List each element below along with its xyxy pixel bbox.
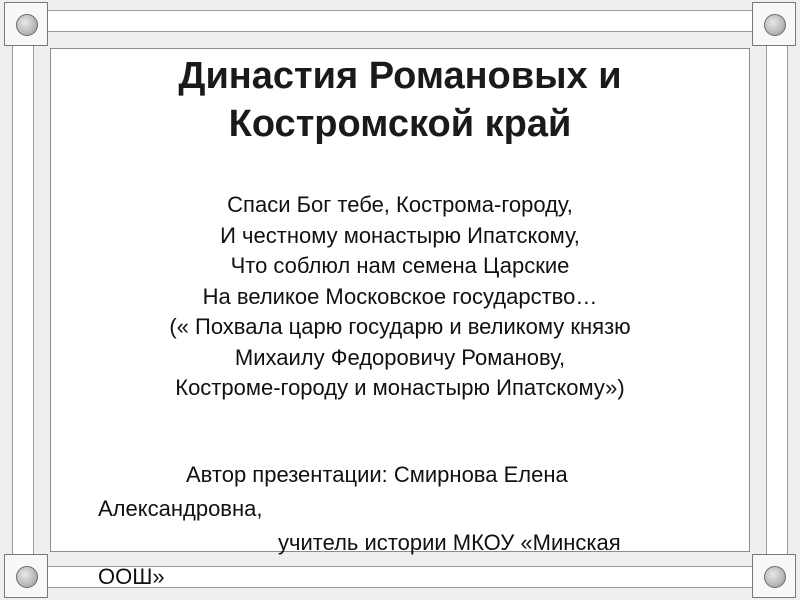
frame-left-bar (12, 30, 34, 570)
author-line-4: ООШ» (98, 564, 165, 589)
poem-line: Михаилу Федоровичу Романову, (234, 344, 566, 370)
epigraph-poem (70, 190, 730, 404)
poem-line: Спаси Бог тебе, Кострома-городу, (227, 192, 573, 217)
title-line-1: Династия Романовых и (178, 55, 622, 97)
frame-corner-bottom-right (752, 554, 796, 598)
frame-top-bar (30, 10, 770, 32)
frame-corner-top-right (752, 2, 796, 46)
author-line-3: учитель истории МКОУ «Минская (278, 530, 621, 555)
poem-line: Что соблюл нам семена Царские (230, 253, 570, 278)
corner-knob-icon (764, 14, 786, 36)
poem-line: (« Похвала царю государю и великому князю (169, 314, 631, 339)
poem-line: И честному монастырю Ипатскому, (220, 222, 580, 248)
author-line-2: Александровна, (98, 496, 263, 521)
corner-knob-icon (16, 14, 38, 36)
author-line-1: Автор презентации: Смирнова Елена (186, 462, 568, 487)
frame-corner-bottom-left (4, 554, 48, 598)
author-credit (98, 458, 718, 594)
frame-right-bar (766, 30, 788, 570)
title-line-2: Костромской край (228, 103, 572, 145)
frame-corner-top-left (4, 2, 48, 46)
corner-knob-icon (764, 566, 786, 588)
corner-knob-icon (16, 566, 38, 588)
slide-title (60, 52, 740, 148)
poem-line: Костроме-городу и монастырю Ипатскому») (175, 375, 625, 400)
poem-line: На великое Московское государство… (202, 283, 598, 309)
